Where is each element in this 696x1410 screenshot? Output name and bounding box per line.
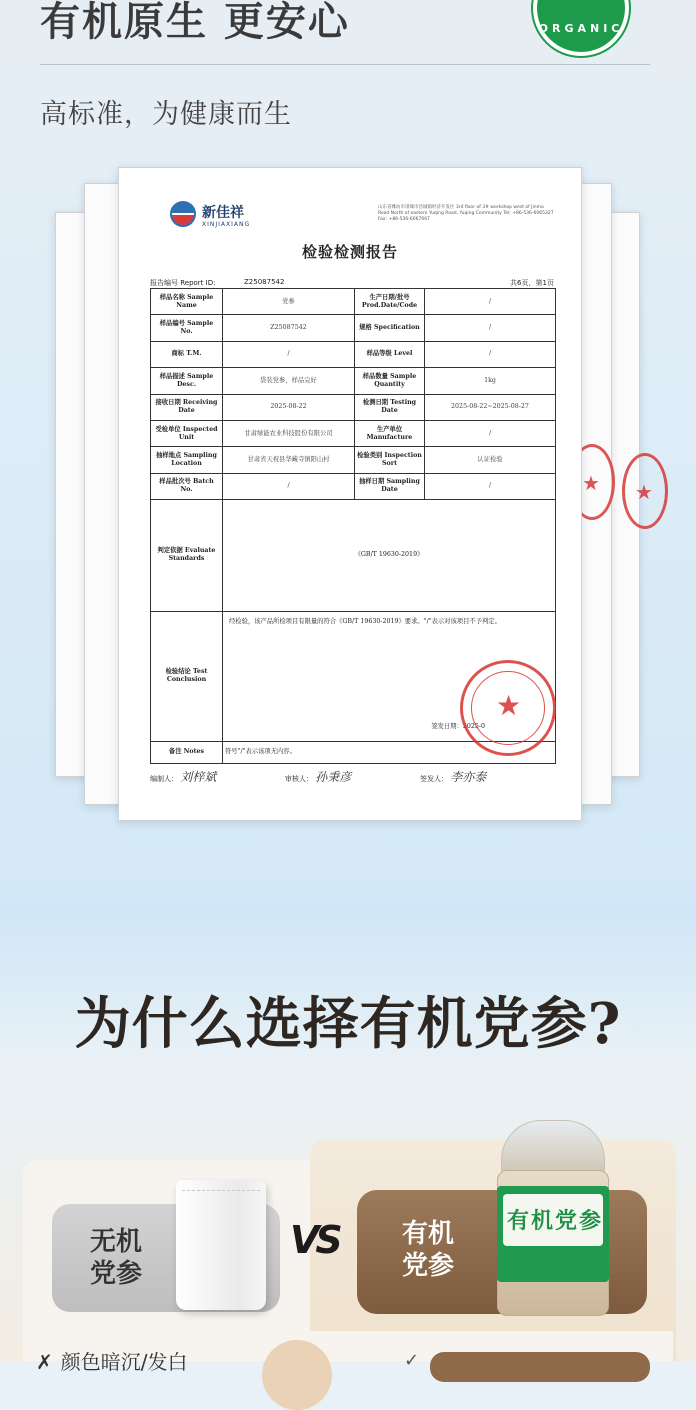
reviewer [285, 768, 420, 785]
cell-value: 《GB/T 19630-2019》 [223, 500, 556, 612]
cell-label: 抽样地点 Sampling Location [151, 447, 223, 473]
product-jar-icon [497, 1120, 609, 1316]
lab-address: 山东省潍坊市诸城市昌城镇经济开发区 3rd floor of 3# workshop west of Jinma Road North of eastern Yuqing Road, Yuqing Community Tel: +86-536-6065327 Fax: +86-536-6067067 [378, 205, 554, 222]
table-row [151, 368, 556, 394]
logo-name-en: XINJIAXIANG [202, 221, 251, 228]
feature-thumbnail [262, 1340, 332, 1410]
compiler-label: 编制人： [150, 775, 178, 783]
cell-value: / [223, 341, 355, 367]
cell-label: 检测日期 Testing Date [355, 394, 425, 420]
seal-icon: ★ [569, 444, 615, 520]
divider [40, 64, 650, 65]
compiler [150, 768, 285, 785]
xinjiaxiang-logo-icon [170, 201, 196, 227]
table-row [151, 315, 556, 341]
report-title: 检验检测报告 [301, 243, 398, 261]
bag-seam [182, 1190, 260, 1194]
cell-value: / [425, 341, 556, 367]
check-icon: ✓ [404, 1350, 420, 1371]
seal-star-icon: ★ [496, 689, 522, 722]
subheadline: 高标准，为健康而生 [40, 99, 292, 130]
issue-date-label: 签发日期： [431, 722, 463, 730]
cell-label: 判定依据 Evaluate Standards [151, 500, 223, 612]
reviewer-label: 审核人： [285, 775, 313, 783]
organic-badge-text: ORGANIC [538, 22, 624, 35]
cell-value: / [223, 473, 355, 499]
cell-value: / [425, 420, 556, 446]
table-row [151, 500, 556, 612]
headline: 有机原生 更安心 [40, 0, 350, 45]
cell-value: 党参 [223, 289, 355, 315]
feature-item [36, 1346, 188, 1375]
cell-value: 甘肃省天祝县华藏寺镇阳山村 [223, 447, 355, 473]
cell-value: 认证检验 [425, 447, 556, 473]
issuer-label: 签发人： [420, 775, 448, 783]
table-row [151, 420, 556, 446]
cell-value: 袋装党参，样品完好 [223, 368, 355, 394]
table-row [151, 394, 556, 420]
cell-label: 检验类别 Inspection Sort [355, 447, 425, 473]
cell-label: 样品描述 Sample Desc. [151, 368, 223, 394]
cell-label: 接收日期 Receiving Date [151, 394, 223, 420]
seal-icon: ★ [622, 453, 668, 529]
cell-label: 受检单位 Inspected Unit [151, 420, 223, 446]
report-no: Z25087542 [244, 278, 285, 286]
cross-check-icon: ✗ [36, 1350, 53, 1374]
table-row [151, 289, 556, 315]
cell-value: 2025-08-22 [223, 394, 355, 420]
reviewer-signature: 孙秉彦 [315, 770, 352, 784]
cell-value: / [425, 473, 556, 499]
cell-label: 抽样日期 Sampling Date [355, 473, 425, 499]
organic-label: 有机党参 [402, 1219, 455, 1281]
vs-mark: VS [290, 1218, 339, 1262]
cell-value: 1kg [425, 368, 556, 394]
cell-label: 样品编号 Sample No. [151, 315, 223, 341]
cell-value: 2025-08-22~2025-08-27 [425, 394, 556, 420]
compiler-signature: 刘梓斌 [180, 770, 217, 784]
table-row [151, 341, 556, 367]
report-no-label: 报告编号 Report ID: [150, 279, 216, 287]
logo-name: 新佳祥 [202, 205, 244, 221]
cell-label: 生产单位 Manufacture [355, 420, 425, 446]
feature-text: 颜色暗沉/发白 [60, 1350, 188, 1374]
cell-label: 样品数量 Sample Quantity [355, 368, 425, 394]
feature-bar-organic [430, 1352, 650, 1382]
official-seal-icon [460, 660, 556, 756]
cell-label: 商标 T.M. [151, 341, 223, 367]
plain-bag-icon [176, 1180, 266, 1310]
cell-value: / [425, 289, 556, 315]
conclusion-text: 经检验，该产品所检项目有限量的符合《GB/T 19630-2019》要求。"/"表示对该项目不予判定。 [229, 617, 501, 625]
table-row [151, 473, 556, 499]
cell-label: 样品名称 Sample Name [151, 289, 223, 315]
cell-value: Z25087542 [223, 315, 355, 341]
cell-value: 甘肃绿能农业科技股份有限公司 [223, 420, 355, 446]
cell-label: 样品批次号 Batch No. [151, 473, 223, 499]
cell-label: 检验结论 Test Conclusion [151, 611, 223, 741]
signature-line [150, 768, 556, 785]
cell-label: 样品等级 Level [355, 341, 425, 367]
cell-value: 符号"/"表示该项无内容。 [223, 741, 556, 763]
inorganic-label: 无机党参 [90, 1227, 143, 1289]
jar-label-text: 有机党参 [507, 1208, 604, 1234]
cell-label: 生产日期/批号 Prod.Date/Code [355, 289, 425, 315]
issuer [420, 768, 556, 785]
cell-value: / [425, 315, 556, 341]
issuer-signature: 李亦泰 [450, 770, 487, 784]
issue-date: 2025-0 [462, 722, 485, 730]
table-row [151, 447, 556, 473]
cell-label: 规格 Specification [355, 315, 425, 341]
cell-label: 备注 Notes [151, 741, 223, 763]
section-title: 为什么选择有机党参? [74, 991, 622, 1057]
page-info: 共6页，第1页 [510, 279, 554, 287]
